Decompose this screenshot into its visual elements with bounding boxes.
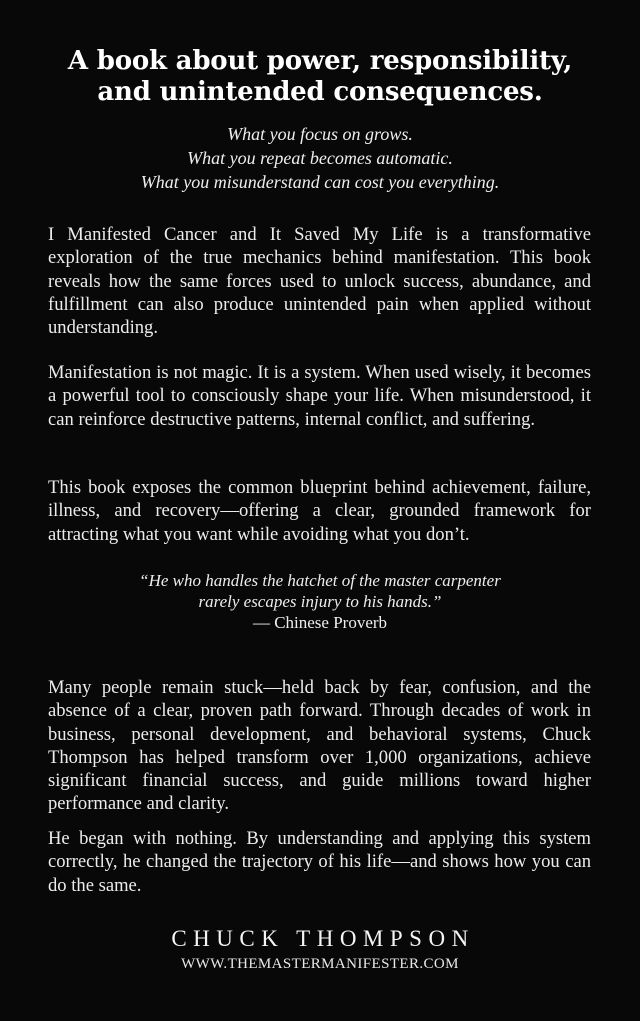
quote-attribution: — Chinese Proverb [252, 613, 388, 632]
headline [0, 46, 640, 108]
description-paragraph-1: I Manifested Cancer and It Saved My Life is a transformative exploration of the true mechanics behind manifestation. This book reveals how the same forces used to unlock success, abundance, and fulfillment can also produce unintended pain when applied without understanding. [48, 224, 591, 339]
tagline-line-3: What you misunderstand can cost you everything. [140, 172, 500, 192]
headline-line-1: A book about power, responsibility, [67, 46, 573, 76]
author-paragraph-2: He began with nothing. By understanding and applying this system correctly, he changed the trajectory of his life—and shows how you can do the same. [48, 828, 591, 896]
description-paragraph-2: Manifestation is not magic. It is a system. When used wisely, it becomes a powerful tool to consciously shape your life. When misunderstood, it can reinforce destructive patterns, internal conflict, and suffering. [48, 362, 591, 430]
tagline [0, 122, 640, 194]
author-name: CHUCK THOMPSON [171, 926, 475, 951]
website-url: WWW.THEMASTERMANIFESTER.COM [181, 956, 459, 972]
headline-line-2: and unintended consequences. [97, 77, 543, 107]
description-paragraph-3: This book exposes the common blueprint behind achievement, failure, illness, and recovery—offering a clear, grounded framework for attracting what you want while avoiding what you don’t. [48, 477, 591, 545]
tagline-line-2: What you repeat becomes automatic. [187, 148, 453, 168]
proverb-quote [0, 570, 640, 633]
quote-line-1: “He who handles the hatchet of the master carpenter [139, 571, 501, 590]
quote-line-2: rarely escapes injury to his hands.” [198, 592, 442, 611]
author-paragraph-1: Many people remain stuck—held back by fear, confusion, and the absence of a clear, proven path forward. Through decades of work in business, personal development, and behavioral systems, Chuck Thompson has helped transform over 1,000 organizations, achieve significant financial success, and guide millions toward higher performance and clarity. [48, 677, 591, 815]
tagline-line-1: What you focus on grows. [227, 124, 413, 144]
